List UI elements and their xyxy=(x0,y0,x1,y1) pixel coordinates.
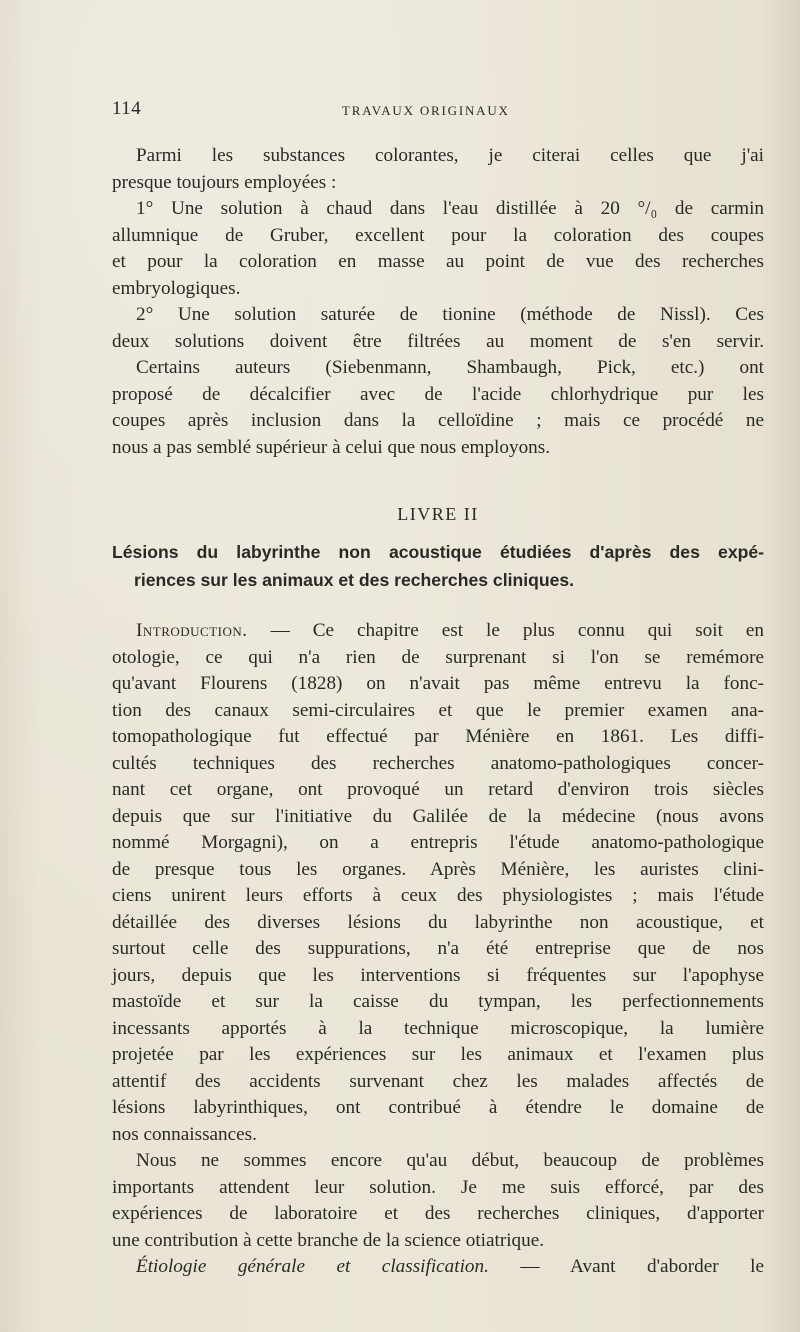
text-line: tomopathologique fut effectué par Ménière en 1861. Les diffi- xyxy=(112,726,764,747)
text-line: nant cet organe, ont provoqué un retard d'environ trois siècles xyxy=(112,779,764,800)
chapter-title-line: riences sur les animaux et des recherches cliniques. xyxy=(134,570,575,590)
text-line: incessants apportés à la technique microscopique, la lumière xyxy=(112,1017,764,1039)
introduction-label: Introduction. xyxy=(136,620,248,641)
text-line: coupes après inclusion dans la celloïdine ; mais ce procédé ne xyxy=(112,410,764,431)
text-line: 2° Une solution saturée de tionine (méthode de Nissl). Ces xyxy=(136,304,764,325)
etiologie-line-text: — Avant d'aborder le xyxy=(520,1256,764,1277)
text-line: expériences de laboratoire et des recherches cliniques, d'apporter xyxy=(112,1203,764,1224)
text-line: presque toujours employées : xyxy=(112,171,337,193)
text-line: proposé de décalcifier avec de l'acide chlorhydrique pur les xyxy=(112,383,764,405)
text-line: mastoïde et sur la caisse du tympan, les perfectionnements xyxy=(112,991,764,1012)
text-line: détaillée des diverses lésions du labyrinthe non acoustique, et xyxy=(112,911,764,933)
text-line: de presque tous les organes. Après Ménière, les auristes clini- xyxy=(112,858,764,880)
text-line: tion des canaux semi-circulaires et que le premier examen ana- xyxy=(112,699,764,721)
text-line: attentif des accidents survenant chez les malades affectés de xyxy=(112,1070,764,1092)
chapter-title xyxy=(112,538,764,594)
text-line: importants attendent leur solution. Je me suis efforcé, par des xyxy=(112,1176,764,1198)
introduction-first-line-text: — Ce chapitre est le plus connu qui soit en xyxy=(270,620,765,641)
text-line: Parmi les substances colorantes, je citerai celles que j'ai xyxy=(136,145,764,166)
text-line: allumnique de Gruber, excellent pour la coloration des coupes xyxy=(112,224,764,246)
text-line: depuis que sur l'initiative du Galilée de la médecine (nous avons xyxy=(112,805,764,827)
text-line: 1° Une solution à chaud dans l'eau distillée à 20 °/₀ de carmin xyxy=(136,198,764,219)
text-line: surtout celle des suppurations, n'a été entreprise que de nos xyxy=(112,938,764,959)
text-line: embryologiques. xyxy=(112,277,241,299)
running-head: TRAVAUX ORIGINAUX xyxy=(342,103,510,118)
text-line: jours, depuis que les interventions si fréquentes sur l'apophyse xyxy=(112,964,764,986)
book-title: LIVRE II xyxy=(397,504,479,524)
chapter-title-line: Lésions du labyrinthe non acoustique étudiées d'après des expé- xyxy=(112,542,764,562)
etiologie-heading: Étiologie générale et classification. xyxy=(136,1256,489,1277)
text-line: lésions labyrinthiques, ont contribué à étendre le domaine de xyxy=(112,1097,764,1118)
text-line: otologie, ce qui n'a rien de surprenant si l'on se remémore xyxy=(112,646,764,668)
text-line: deux solutions doivent être filtrées au moment de s'en servir. xyxy=(112,330,764,352)
text-line: nommé Morgagni), on a entrepris l'étude anatomo-pathologique xyxy=(112,832,764,853)
text-line: Nous ne sommes encore qu'au début, beaucoup de problèmes xyxy=(136,1150,764,1171)
page-header xyxy=(112,98,762,126)
text-line: projetée par les expériences sur les animaux et l'examen plus xyxy=(112,1044,764,1065)
text-line: Certains auteurs (Siebenmann, Shambaugh, Pick, etc.) ont xyxy=(136,357,764,378)
text-line: ciens unirent leurs efforts à ceux des physiologistes ; mais l'étude xyxy=(112,885,764,906)
text-line: nos connaissances. xyxy=(112,1123,257,1145)
text-line: cultés techniques des recherches anatomo-pathologiques concer- xyxy=(112,752,764,774)
text-line: une contribution à cette branche de la science otiatrique. xyxy=(112,1229,545,1251)
intro-paragraphs xyxy=(112,143,764,461)
text-line: nous a pas semblé supérieur à celui que nous employons. xyxy=(112,436,551,458)
text-line: et pour la coloration en masse au point de vue des recherches xyxy=(112,251,764,272)
introduction-first-line xyxy=(112,618,764,645)
text-line: qu'avant Flourens (1828) on n'avait pas même entrevu la fonc- xyxy=(112,673,764,694)
introduction-section xyxy=(112,618,764,1281)
page-number: 114 xyxy=(112,98,142,119)
etiologie-line xyxy=(112,1254,764,1281)
